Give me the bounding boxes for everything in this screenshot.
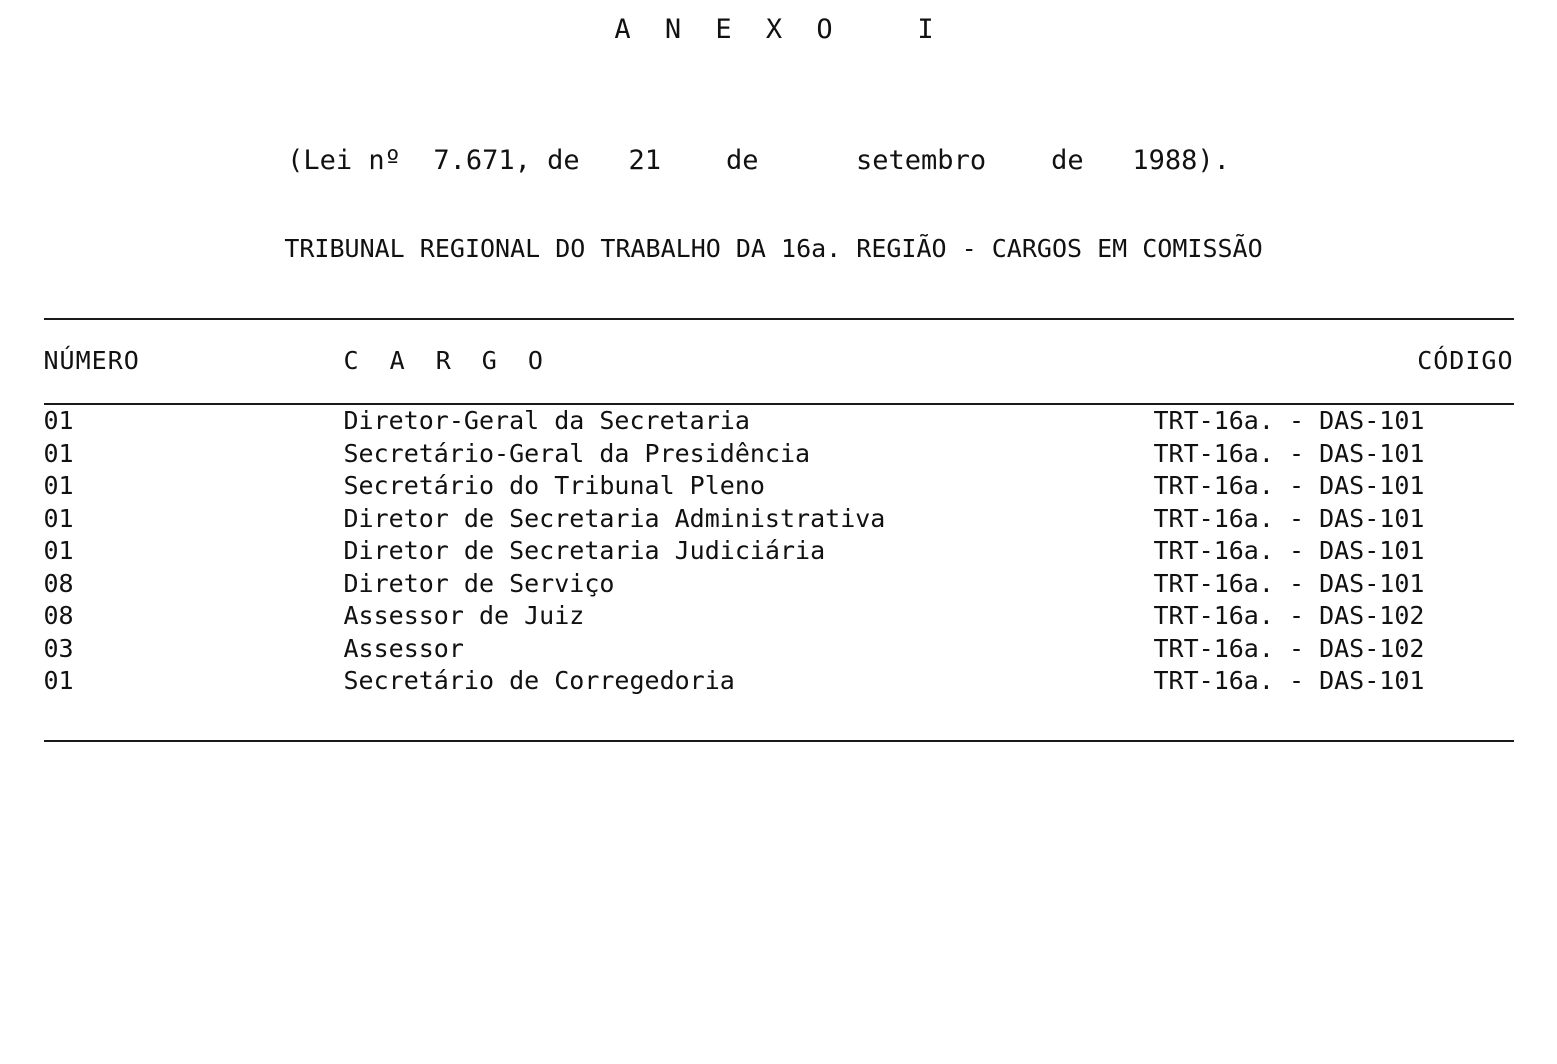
cell-codigo: TRT-16a. - DAS-101 bbox=[1153, 438, 1425, 468]
table-rule-bottom bbox=[44, 740, 1514, 742]
table-body bbox=[44, 405, 1514, 698]
table-row bbox=[44, 438, 1514, 471]
table-header bbox=[44, 320, 1514, 403]
page-title: A N E X O I bbox=[614, 14, 943, 45]
table-row bbox=[44, 535, 1514, 568]
column-header-codigo: CÓDIGO bbox=[1417, 346, 1514, 375]
cell-cargo: Diretor de Serviço bbox=[343, 568, 615, 598]
cell-cargo: Assessor de Juiz bbox=[343, 601, 585, 630]
table-row bbox=[44, 470, 1514, 503]
cell-cargo: Diretor de Secretaria Administrativa bbox=[343, 503, 886, 533]
cell-numero: 08 bbox=[43, 601, 74, 630]
cell-numero: 01 bbox=[43, 503, 74, 533]
cell-codigo: TRT-16a. - DAS-101 bbox=[1153, 406, 1425, 435]
cell-cargo: Secretário-Geral da Presidência bbox=[343, 438, 811, 468]
column-header-cargo: C A R G O bbox=[343, 346, 551, 375]
cell-cargo: Assessor bbox=[343, 633, 464, 663]
table-row bbox=[44, 503, 1514, 536]
cell-numero: 01 bbox=[43, 471, 74, 500]
cell-codigo: TRT-16a. - DAS-101 bbox=[1153, 503, 1425, 533]
cargo-table bbox=[44, 320, 1514, 403]
cell-codigo: TRT-16a. - DAS-101 bbox=[1153, 536, 1425, 565]
cell-numero: 01 bbox=[43, 438, 74, 468]
table-row bbox=[44, 633, 1514, 666]
table-row bbox=[44, 600, 1514, 633]
cell-numero: 03 bbox=[43, 633, 74, 663]
cargo-table-body bbox=[44, 405, 1514, 698]
cell-codigo: TRT-16a. - DAS-102 bbox=[1153, 633, 1425, 663]
cell-numero: 01 bbox=[43, 406, 74, 435]
cell-numero: 01 bbox=[43, 666, 74, 695]
document-page bbox=[0, 14, 1557, 1064]
cell-numero: 08 bbox=[43, 568, 74, 598]
cell-cargo: Secretário do Tribunal Pleno bbox=[343, 471, 765, 500]
cell-numero: 01 bbox=[43, 536, 74, 565]
cell-codigo: TRT-16a. - DAS-101 bbox=[1153, 568, 1425, 598]
cell-codigo: TRT-16a. - DAS-101 bbox=[1153, 471, 1425, 500]
cell-cargo: Secretário de Corregedoria bbox=[343, 666, 735, 695]
table-row bbox=[44, 568, 1514, 601]
law-reference: (Lei nº 7.671, de 21 de setembro de 1988). bbox=[287, 145, 1230, 176]
cell-codigo: TRT-16a. - DAS-102 bbox=[1153, 601, 1425, 630]
cell-cargo: Diretor de Secretaria Judiciária bbox=[343, 536, 826, 565]
organization-line: TRIBUNAL REGIONAL DO TRABALHO DA 16a. REGIÃO - CARGOS EM COMISSÃO bbox=[284, 234, 1263, 263]
column-header-numero: NÚMERO bbox=[43, 346, 140, 375]
table-row bbox=[44, 665, 1514, 698]
cell-cargo: Diretor-Geral da Secretaria bbox=[343, 406, 750, 435]
cell-codigo: TRT-16a. - DAS-101 bbox=[1153, 666, 1425, 695]
table-row bbox=[44, 405, 1514, 438]
table-header-row bbox=[44, 320, 1514, 403]
